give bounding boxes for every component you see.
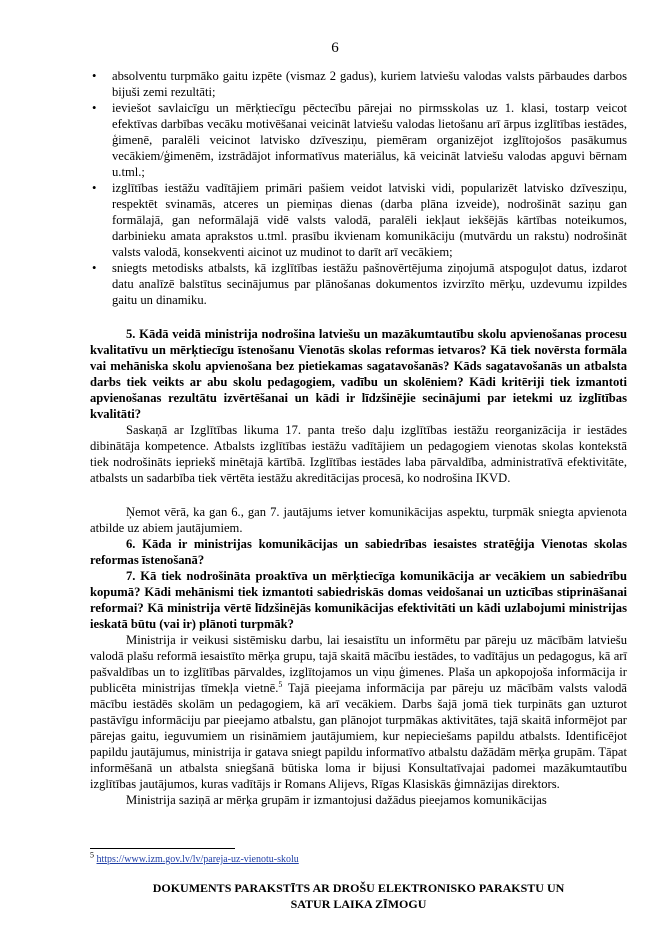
signature-notice-line-1: DOKUMENTS PARAKSTĪTS AR DROŠU ELEKTRONISKO PARAKSTU UN <box>152 881 565 895</box>
answer-6-7 <box>90 632 627 792</box>
list-item: • absolventu turpmāko gaitu izpēte (vismaz 2 gadus), kuriem latviešu valodas valsts pārbaudes darbos bijuši zemi rezultāti; <box>112 68 627 100</box>
list-item: • ieviešot savlaicīgu un mērķtiecīgu pēctecību pārejai no pirmsskolas uz 1. klasi, tostarp veicot efektīvas darbības vecāku motivēšanai veicināt latviešu valodas lietošanu arī ārpus izglītības iestādes, ģimenē, paralēli veicinot latvisko dzīvesziņu, piemēram organizējot izglītojošos pasākumus vecākiem/ģimenēm, izstrādājot informatīvus materiālus, kā veicināt latviešu valodas apguvi bērnam u.tml.; <box>112 100 627 180</box>
question-6: 6. Kāda ir ministrijas komunikācijas un sabiedrības iesaistes stratēģija Vienotas skolas reformas īstenošanā? <box>90 537 627 567</box>
footnote-divider <box>90 848 235 849</box>
list-item: • sniegts metodisks atbalsts, kā izglītības iestāžu pašnovērtējuma ziņojumā atspoguļot datus, izdarot datu analīzē balstītus secinājumus par plānošanas dokumentos izvirzīto mērķu, uzdevumu izpildes gaitu un dinamiku. <box>112 260 627 308</box>
question-7: 7. Kā tiek nodrošināta proaktīva un mērķtiecīga komunikācija ar vecākiem un sabiedrību kopumā? Kādi mehānismi tiek izmantoti sabiedriskās domas veidošanai un uzticības stiprināšanai reformai? Kā ministrija vērtē līdzšinējās komunikācijas efektivitāti un kādi uzlabojumi ministrijas ieskatā būtu (vai ir) plānoti turpmāk? <box>90 569 627 631</box>
signature-notice-line-2: SATUR LAIKA ZĪMOGU <box>290 897 427 911</box>
answer-5: Saskaņā ar Izglītības likuma 17. panta trešo daļu izglītības iestāžu reorganizācija ir iestādes dibinātāja kompetence. Atbalsts izglītības iestāžu vadītājiem un pedagogiem vienotas skolas kontekstā tiek nodrošināts iepriekš minētajā kārtībā. Izglītības iestādes laba pārvaldība, administratīvā efektivitāte, atbalsts un sadarbība tiek vērtēta iestāžu akreditācijas procesā, ko nodrošina IKVD. <box>90 423 627 485</box>
footnote-reference[interactable]: 5 <box>278 679 283 689</box>
combined-answer-note: Ņemot vērā, ka gan 6., gan 7. jautājums ietver komunikācijas aspektu, turpmāk sniegta apvienota atbilde uz abiem jautājumiem. <box>90 505 627 535</box>
signature-notice <box>90 880 627 912</box>
question-5: 5. Kādā veidā ministrija nodrošina latviešu un mazākumtautību skolu apvienošanas procesu kvalitatīvu un mērķtiecīgu īstenošanu Vienotās skolas reformas ietvaros? Kā tiek novērsta formāla vai mehāniska skolu apvienošana bez pietiekamas sagatavošanās? Kāds sagatavošanās un atbalsta darbs tiek veikts ar abu skolu pedagogiem, vadību un skolēniem? Kādi kritēriji tiek izmantoti apvienošanas rezultātu izvērtēšanai un kādi ir līdzšinējie secinājumi par ietekmi uz izglītības kvalitāti? <box>90 327 627 421</box>
footnote-link[interactable]: https://www.izm.gov.lv/lv/pareja-uz-vienotu-skolu <box>96 854 299 865</box>
answer-6-7-continued: Ministrija saziņā ar mērķa grupām ir izmantojusi dažādus pieejamos komunikācijas <box>126 793 547 807</box>
footnote <box>90 850 299 865</box>
list-item: • izglītības iestāžu vadītājiem primāri pašiem veidot latviski vidi, popularizēt latvisko dzīvesziņu, respektēt svinamās, atceres un piemiņas dienas (darba plāna izveide), nodrošināt saziņu gan formālajā, gan neformālajā vidē valsts valodā, paralēli iekļaut iekšējās kārtības noteikumos, darbinieku amata aprakstos u.tml. prasību ikvienam komunikāciju (mutvārdu un rakstu) nodrošināt valsts valodā, konsekventi aicinot uz mudinot to darīt arī vecākiem; <box>112 180 627 260</box>
answer-6-7-part2: Tajā pieejama informācija par pāreju uz mācībām valsts valodā mācību iestādēs skolām un pedagogiem, kā arī vecākiem. Darbs šajā jomā tiek turpināts gan uzturot pastāvīgu informāciju par pieejamo atbalstu, gan plānojot turpmākas aktivitātes, tajā skaitā informējot par pārejas gaitu, ieguvumiem un risināmiem jautājumiem, kur nepieciešams papildu atbalsts. Identificējot papildu jautājumus, ministrija ir gatava sniegt papildu informatīvo atbalstu dažādām mērķa grupām. Tāpat informēšanā un atbalsta sniegšanā būtiska loma ir bijusi Konsultatīvajai padomei mazākumtautību izglītības jautājumos, kuras vadītājs ir Romans Alijevs, Rīgas Klasiskās ģimnāzijas direktors. <box>90 681 628 791</box>
recommendation-list <box>90 68 627 308</box>
page-number: 6 <box>331 40 339 56</box>
answer-6-7-part1: Ministrija ir veikusi sistēmisku darbu, lai iesaistītu un informētu par pāreju uz mācībām latviešu valodā plašu reformā iesaistīto mērķa grupu, tajā skaitā mācību iestādes, to vadītājus un pedagogus, kā arī pašvaldības un to izglītības pārvaldes, izglītojamos un viņu ģimenes. Plaša un apkopojoša informācija ir publicēta ministrijas tīmekļa vietnē. <box>90 633 627 695</box>
footnote-number: 5 <box>90 850 94 860</box>
document-body <box>90 68 627 808</box>
